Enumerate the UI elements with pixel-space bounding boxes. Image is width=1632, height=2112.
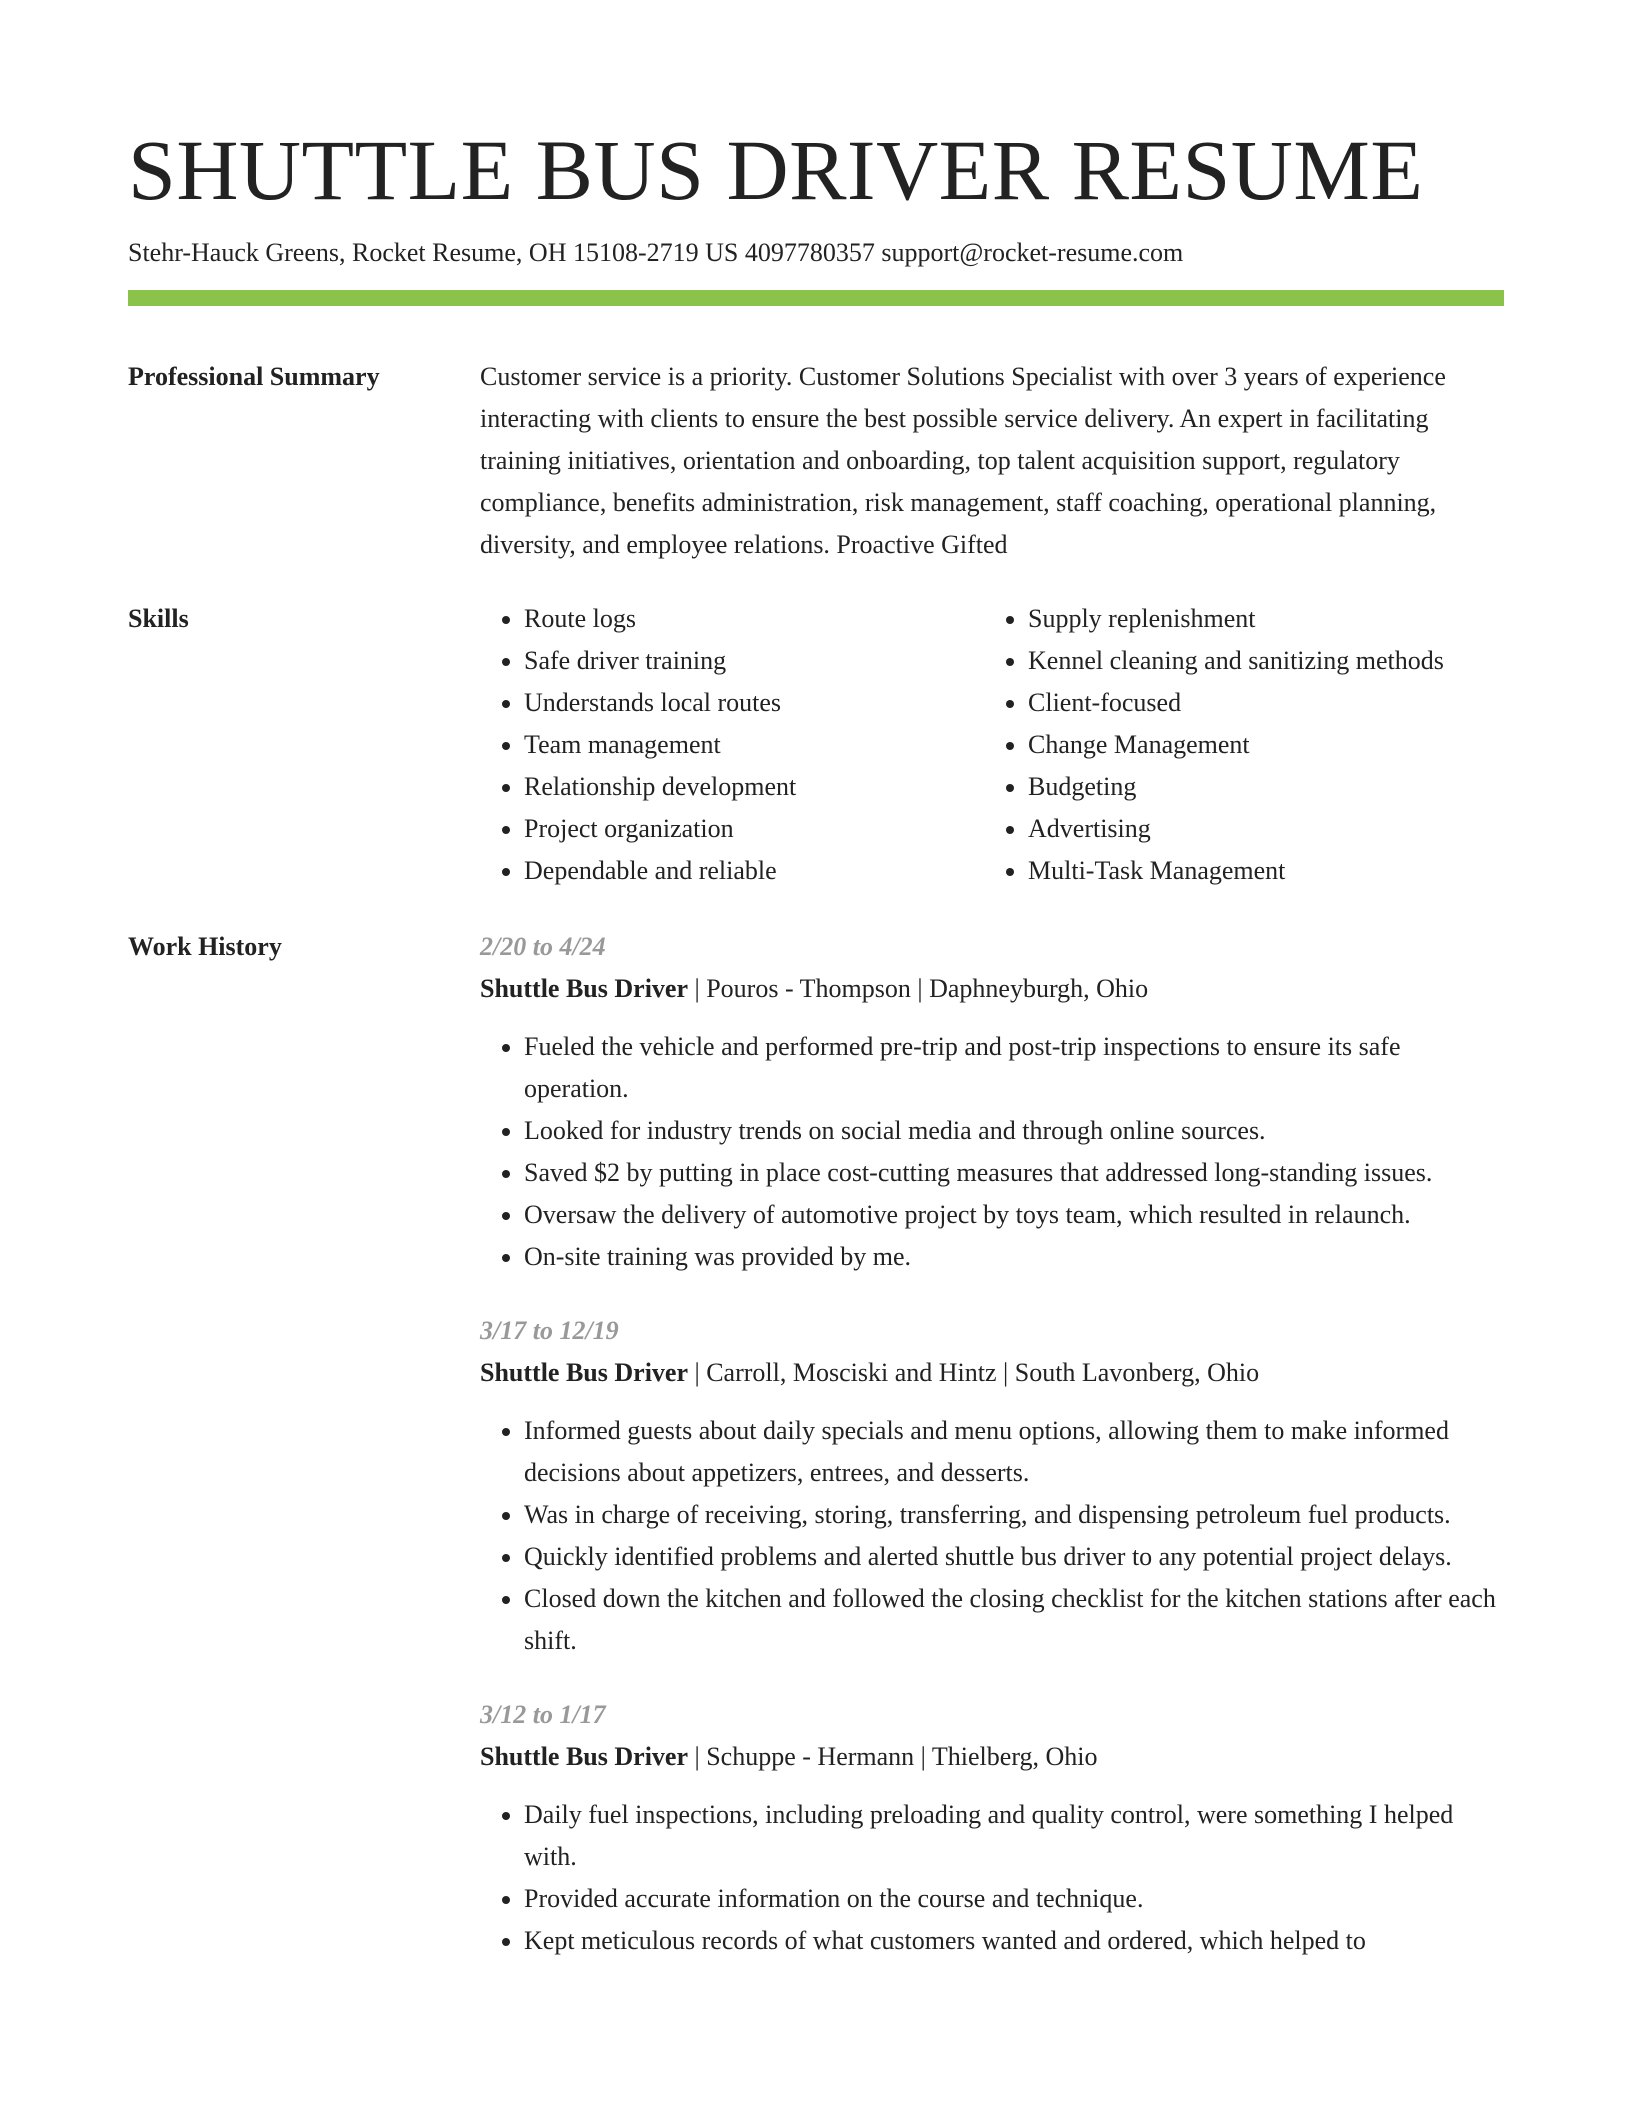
job-bullet: • Kept meticulous records of what customers wanted and ordered, which helped to [524,1920,1504,1962]
job-bullet: • Informed guests about daily specials and menu options, allowing them to make informed decisions about appetizers, entrees, and desserts. [524,1410,1504,1494]
skill-item: • Kennel cleaning and sanitizing methods [1028,640,1488,682]
resume-page [128,0,1504,1994]
skill-item: • Advertising [1028,808,1488,850]
job-bullet: • Fueled the vehicle and performed pre-trip and post-trip inspections to ensure its safe operation. [524,1026,1504,1110]
job-title: Shuttle Bus Driver [480,1742,688,1771]
job-bullets [480,1410,1504,1662]
job-location: Daphneyburgh, Ohio [929,974,1149,1003]
job-location: Thielberg, Ohio [931,1742,1098,1771]
job-location: South Lavonberg, Ohio [1014,1358,1260,1387]
accent-divider [128,290,1504,306]
skills-columns [480,598,1504,892]
job-entry [480,1694,1504,1962]
skills-column-left [480,598,984,892]
section-label: Work History [128,932,282,961]
skills-section [128,598,1504,892]
job-bullets [480,1026,1504,1278]
job-company: Carroll, Mosciski and Hintz [706,1358,997,1387]
job-heading [480,1736,1504,1778]
skill-item: • Route logs [524,598,984,640]
skill-item: • Multi-Task Management [1028,850,1488,892]
skill-item: • Client-focused [1028,682,1488,724]
job-bullet: • Was in charge of receiving, storing, transferring, and dispensing petroleum fuel products. [524,1494,1504,1536]
job-dates: 2/20 to 4/24 [480,932,606,961]
skill-item: • Supply replenishment [1028,598,1488,640]
work-history-list [480,926,1504,1994]
job-bullet: • Provided accurate information on the course and technique. [524,1878,1504,1920]
job-entry [480,926,1504,1278]
job-bullet: • Daily fuel inspections, including preloading and quality control, were something I helped with. [524,1794,1504,1878]
skill-item: • Project organization [524,808,984,850]
job-bullets [480,1794,1504,1962]
section-label: Professional Summary [128,362,380,391]
job-company: Pouros - Thompson [706,974,911,1003]
separator: | [914,1742,932,1771]
job-bullet: • Oversaw the delivery of automotive project by toys team, which resulted in relaunch. [524,1194,1504,1236]
skill-item: • Relationship development [524,766,984,808]
job-title: Shuttle Bus Driver [480,974,688,1003]
job-bullet: • Looked for industry trends on social media and through online sources. [524,1110,1504,1152]
skill-item: • Dependable and reliable [524,850,984,892]
job-bullet: • Saved $2 by putting in place cost-cutting measures that addressed long-standing issues. [524,1152,1504,1194]
separator: | [996,1358,1015,1387]
job-heading [480,968,1504,1010]
job-dates: 3/12 to 1/17 [480,1700,606,1729]
job-bullet: • Closed down the kitchen and followed the closing checklist for the kitchen stations after each shift. [524,1578,1504,1662]
separator: | [910,974,930,1003]
contact-info: Stehr-Hauck Greens, Rocket Resume, OH 15108-2719 US 4097780357 support@rocket-resume.com [128,238,1184,267]
job-dates: 3/17 to 12/19 [480,1316,619,1345]
job-company: Schuppe - Hermann [706,1742,915,1771]
page-title: SHUTTLE BUS DRIVER RESUME [128,122,1424,218]
skill-item: • Safe driver training [524,640,984,682]
job-heading [480,1352,1504,1394]
summary-text: Customer service is a priority. Customer Solutions Specialist with over 3 years of experience interacting with clients to ensure the best possible service delivery. An expert in facilitating training initiatives, orientation and onboarding, top talent acquisition support, regulatory compliance, benefits administration, risk management, staff coaching, operational planning, diversity, and employee relations. Proactive Gifted [480,362,1446,559]
skill-item: • Team management [524,724,984,766]
section-label: Skills [128,604,189,633]
skill-item: • Change Management [1028,724,1488,766]
job-bullet: • On-site training was provided by me. [524,1236,1504,1278]
separator: | [688,1742,707,1771]
professional-summary-section [128,356,1504,566]
separator: | [688,974,707,1003]
work-history-section [128,926,1504,1994]
job-bullet: • Quickly identified problems and alerted shuttle bus driver to any potential project delays. [524,1536,1504,1578]
skills-list [984,598,1488,892]
skills-column-right [984,598,1488,892]
skill-item: • Understands local routes [524,682,984,724]
separator: | [688,1358,707,1387]
job-entry [480,1310,1504,1662]
skill-item: • Budgeting [1028,766,1488,808]
job-title: Shuttle Bus Driver [480,1358,688,1387]
skills-list [480,598,984,892]
